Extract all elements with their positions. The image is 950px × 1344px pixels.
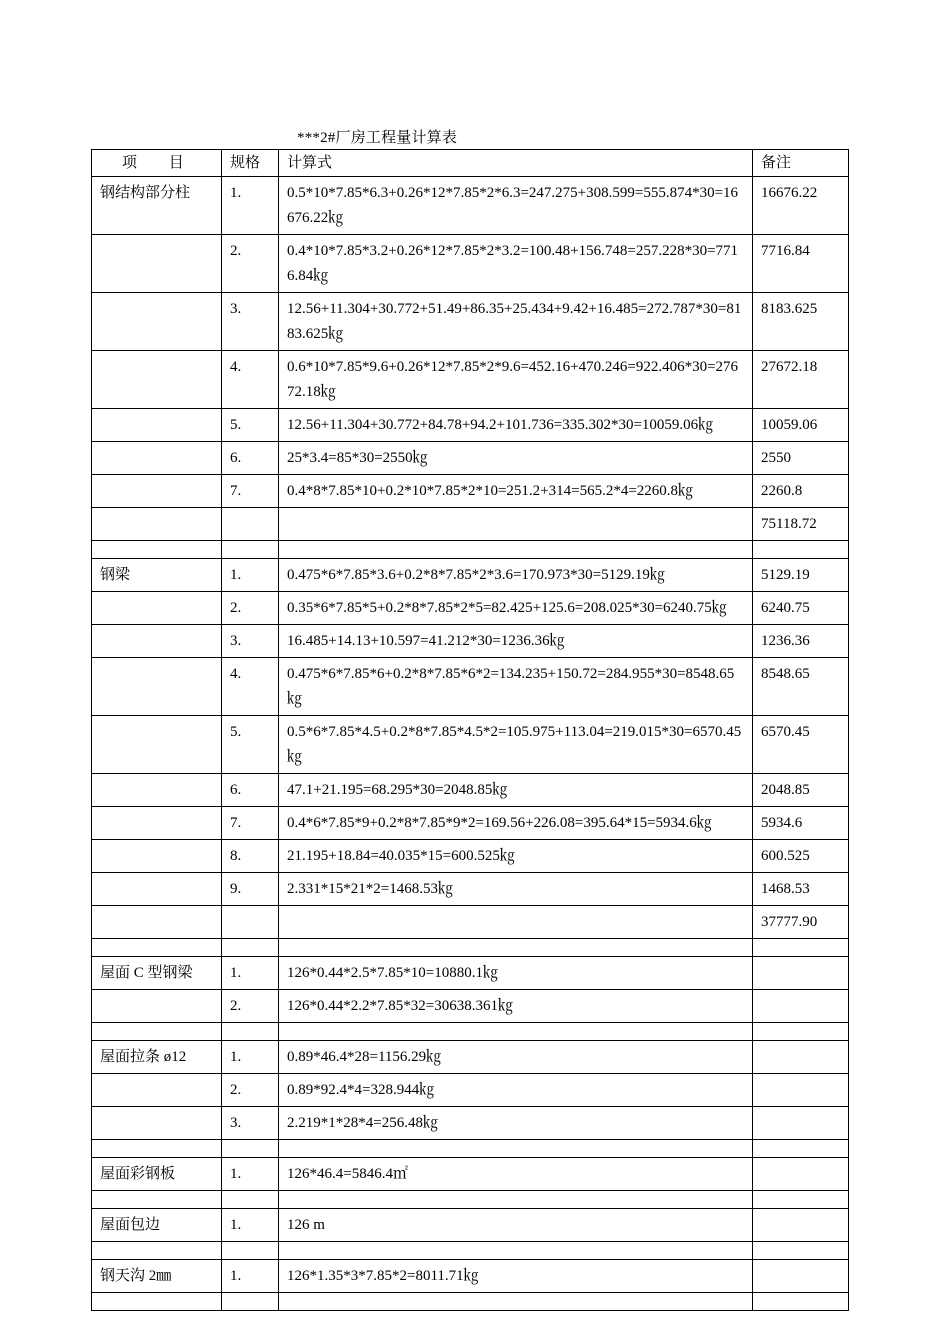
item-cell	[92, 293, 222, 351]
header-item: 项 目	[92, 150, 222, 177]
spec-cell: 4.	[222, 351, 279, 409]
note-cell: 8548.65	[753, 658, 849, 716]
note-cell: 2260.8	[753, 475, 849, 508]
note-cell	[753, 1260, 849, 1293]
table-row	[92, 873, 849, 906]
note-cell: 5129.19	[753, 559, 849, 592]
empty-cell	[222, 1191, 279, 1209]
spec-cell	[222, 906, 279, 939]
formula-cell: 0.4*10*7.85*3.2+0.26*12*7.85*2*3.2=100.48+156.748=257.228*30=7716.84㎏	[279, 235, 753, 293]
spec-cell: 2.	[222, 235, 279, 293]
blank-row	[92, 1023, 849, 1041]
table-row	[92, 592, 849, 625]
item-cell	[92, 351, 222, 409]
spec-cell: 5.	[222, 409, 279, 442]
blank-row	[92, 939, 849, 957]
formula-cell: 126*0.44*2.5*7.85*10=10880.1㎏	[279, 957, 753, 990]
spec-cell	[222, 508, 279, 541]
spec-cell: 6.	[222, 442, 279, 475]
formula-cell: 0.4*6*7.85*9+0.2*8*7.85*9*2=169.56+226.08=395.64*15=5934.6㎏	[279, 807, 753, 840]
table-row	[92, 807, 849, 840]
note-cell: 600.525	[753, 840, 849, 873]
spec-cell: 8.	[222, 840, 279, 873]
spec-cell: 3.	[222, 1107, 279, 1140]
formula-cell: 0.89*46.4*28=1156.29㎏	[279, 1041, 753, 1074]
spec-cell: 1.	[222, 1209, 279, 1242]
table-header-row	[92, 150, 849, 177]
spec-cell: 1.	[222, 1158, 279, 1191]
formula-cell: 126*46.4=5846.4㎡	[279, 1158, 753, 1191]
blank-row	[92, 1191, 849, 1209]
spec-cell: 5.	[222, 716, 279, 774]
formula-cell: 2.219*1*28*4=256.48㎏	[279, 1107, 753, 1140]
empty-cell	[222, 541, 279, 559]
table-row	[92, 990, 849, 1023]
note-cell: 10059.06	[753, 409, 849, 442]
table-row	[92, 475, 849, 508]
note-cell: 75118.72	[753, 508, 849, 541]
empty-cell	[222, 1023, 279, 1041]
formula-cell: 0.89*92.4*4=328.944㎏	[279, 1074, 753, 1107]
table-row	[92, 906, 849, 939]
note-cell: 5934.6	[753, 807, 849, 840]
item-cell	[92, 1107, 222, 1140]
table-row	[92, 625, 849, 658]
item-cell	[92, 409, 222, 442]
item-cell: 屋面包边	[92, 1209, 222, 1242]
formula-cell: 126*1.35*3*7.85*2=8011.71㎏	[279, 1260, 753, 1293]
spec-cell: 7.	[222, 475, 279, 508]
empty-cell	[279, 541, 753, 559]
item-cell: 屋面拉条 ø12	[92, 1041, 222, 1074]
item-cell: 钢梁	[92, 559, 222, 592]
empty-cell	[92, 1023, 222, 1041]
note-cell: 2550	[753, 442, 849, 475]
note-cell: 37777.90	[753, 906, 849, 939]
empty-cell	[279, 1140, 753, 1158]
table-row	[92, 235, 849, 293]
empty-cell	[92, 939, 222, 957]
spec-cell: 1.	[222, 1260, 279, 1293]
empty-cell	[222, 939, 279, 957]
formula-cell: 0.4*8*7.85*10+0.2*10*7.85*2*10=251.2+314=565.2*4=2260.8㎏	[279, 475, 753, 508]
table-row	[92, 774, 849, 807]
table-row	[92, 1041, 849, 1074]
item-cell	[92, 625, 222, 658]
header-spec: 规格	[222, 150, 279, 177]
table-row	[92, 957, 849, 990]
formula-cell: 126*0.44*2.2*7.85*32=30638.361㎏	[279, 990, 753, 1023]
empty-cell	[222, 1140, 279, 1158]
item-cell: 屋面 C 型钢梁	[92, 957, 222, 990]
item-cell	[92, 592, 222, 625]
spec-cell: 7.	[222, 807, 279, 840]
table-row	[92, 1074, 849, 1107]
formula-cell: 12.56+11.304+30.772+84.78+94.2+101.736=335.302*30=10059.06㎏	[279, 409, 753, 442]
calculation-table	[91, 149, 849, 1311]
item-cell	[92, 475, 222, 508]
item-cell	[92, 774, 222, 807]
empty-cell	[92, 1191, 222, 1209]
note-cell: 16676.22	[753, 177, 849, 235]
table-row	[92, 559, 849, 592]
item-cell	[92, 873, 222, 906]
empty-cell	[92, 1140, 222, 1158]
spec-cell: 1.	[222, 1041, 279, 1074]
item-cell	[92, 990, 222, 1023]
note-cell: 2048.85	[753, 774, 849, 807]
spec-cell: 4.	[222, 658, 279, 716]
table-row	[92, 658, 849, 716]
empty-cell	[753, 1140, 849, 1158]
formula-cell: 0.5*6*7.85*4.5+0.2*8*7.85*4.5*2=105.975+113.04=219.015*30=6570.45㎏	[279, 716, 753, 774]
formula-cell: 0.475*6*7.85*3.6+0.2*8*7.85*2*3.6=170.973*30=5129.19㎏	[279, 559, 753, 592]
item-cell	[92, 1074, 222, 1107]
empty-cell	[753, 939, 849, 957]
spec-cell: 2.	[222, 1074, 279, 1107]
blank-row	[92, 541, 849, 559]
empty-cell	[279, 1191, 753, 1209]
item-cell	[92, 807, 222, 840]
empty-cell	[753, 1023, 849, 1041]
note-cell	[753, 957, 849, 990]
empty-cell	[279, 1242, 753, 1260]
note-cell	[753, 1074, 849, 1107]
spec-cell: 9.	[222, 873, 279, 906]
formula-cell: 0.5*10*7.85*6.3+0.26*12*7.85*2*6.3=247.275+308.599=555.874*30=16676.22㎏	[279, 177, 753, 235]
table-row	[92, 442, 849, 475]
empty-cell	[753, 1242, 849, 1260]
note-cell: 6240.75	[753, 592, 849, 625]
formula-cell: 25*3.4=85*30=2550㎏	[279, 442, 753, 475]
note-cell	[753, 990, 849, 1023]
note-cell	[753, 1209, 849, 1242]
spec-cell: 1.	[222, 177, 279, 235]
table-row	[92, 1158, 849, 1191]
note-cell	[753, 1041, 849, 1074]
formula-cell: 126 m	[279, 1209, 753, 1242]
note-cell: 8183.625	[753, 293, 849, 351]
empty-cell	[279, 939, 753, 957]
table-row	[92, 1209, 849, 1242]
item-cell	[92, 840, 222, 873]
table-row	[92, 840, 849, 873]
blank-row	[92, 1140, 849, 1158]
spec-cell: 1.	[222, 957, 279, 990]
spec-cell: 2.	[222, 592, 279, 625]
empty-cell	[753, 1191, 849, 1209]
item-cell	[92, 235, 222, 293]
table-row	[92, 716, 849, 774]
table-row	[92, 508, 849, 541]
table-row	[92, 409, 849, 442]
item-cell	[92, 442, 222, 475]
formula-cell: 12.56+11.304+30.772+51.49+86.35+25.434+9.42+16.485=272.787*30=8183.625㎏	[279, 293, 753, 351]
note-cell: 27672.18	[753, 351, 849, 409]
blank-row	[92, 1293, 849, 1311]
note-cell: 1236.36	[753, 625, 849, 658]
empty-cell	[92, 541, 222, 559]
header-note: 备注	[753, 150, 849, 177]
table-row	[92, 293, 849, 351]
item-cell	[92, 508, 222, 541]
document-title: ***2#厂房工程量计算表	[297, 130, 458, 146]
spec-cell: 1.	[222, 559, 279, 592]
note-cell	[753, 1158, 849, 1191]
note-cell: 7716.84	[753, 235, 849, 293]
spec-cell: 6.	[222, 774, 279, 807]
item-cell: 钢结构部分柱	[92, 177, 222, 235]
item-cell	[92, 658, 222, 716]
blank-row	[92, 1242, 849, 1260]
spec-cell: 3.	[222, 625, 279, 658]
formula-cell: 2.331*15*21*2=1468.53㎏	[279, 873, 753, 906]
empty-cell	[92, 1293, 222, 1311]
formula-cell: 0.35*6*7.85*5+0.2*8*7.85*2*5=82.425+125.6=208.025*30=6240.75㎏	[279, 592, 753, 625]
table-row	[92, 1107, 849, 1140]
empty-cell	[92, 1242, 222, 1260]
formula-cell: 47.1+21.195=68.295*30=2048.85㎏	[279, 774, 753, 807]
spec-cell: 2.	[222, 990, 279, 1023]
item-cell	[92, 716, 222, 774]
formula-cell	[279, 906, 753, 939]
spec-cell: 3.	[222, 293, 279, 351]
item-cell: 钢天沟 2㎜	[92, 1260, 222, 1293]
empty-cell	[753, 541, 849, 559]
table-row	[92, 177, 849, 235]
formula-cell: 0.6*10*7.85*9.6+0.26*12*7.85*2*9.6=452.16+470.246=922.406*30=27672.18㎏	[279, 351, 753, 409]
empty-cell	[222, 1293, 279, 1311]
empty-cell	[279, 1023, 753, 1041]
item-cell	[92, 906, 222, 939]
formula-cell	[279, 508, 753, 541]
item-cell: 屋面彩钢板	[92, 1158, 222, 1191]
note-cell: 6570.45	[753, 716, 849, 774]
header-formula: 计算式	[279, 150, 753, 177]
empty-cell	[753, 1293, 849, 1311]
table-row	[92, 351, 849, 409]
formula-cell: 0.475*6*7.85*6+0.2*8*7.85*6*2=134.235+150.72=284.955*30=8548.65㎏	[279, 658, 753, 716]
table-row	[92, 1260, 849, 1293]
formula-cell: 16.485+14.13+10.597=41.212*30=1236.36㎏	[279, 625, 753, 658]
empty-cell	[222, 1242, 279, 1260]
note-cell	[753, 1107, 849, 1140]
note-cell: 1468.53	[753, 873, 849, 906]
formula-cell: 21.195+18.84=40.035*15=600.525㎏	[279, 840, 753, 873]
empty-cell	[279, 1293, 753, 1311]
